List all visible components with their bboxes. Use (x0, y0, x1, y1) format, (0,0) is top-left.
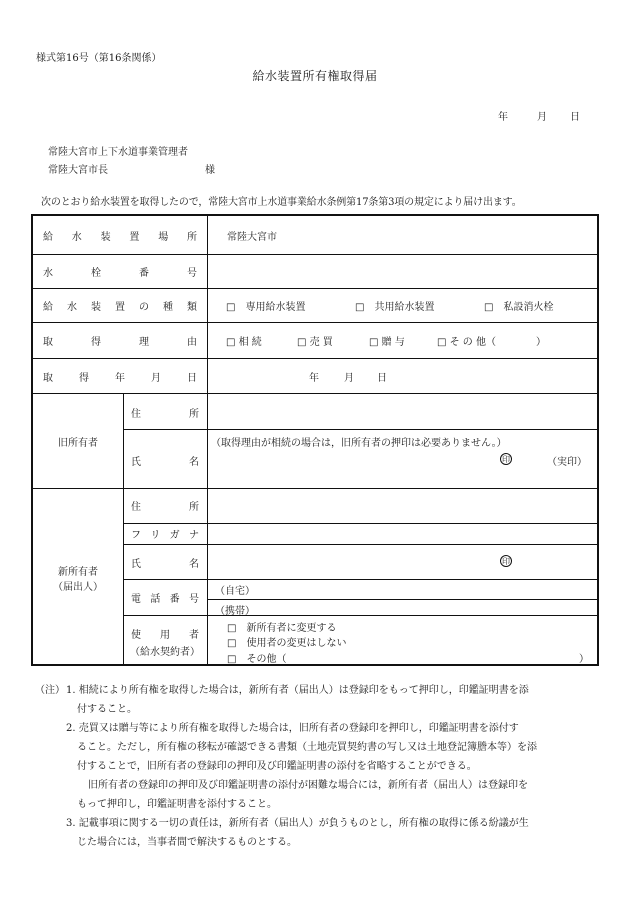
date-month: 月 (537, 112, 547, 123)
label-user: 使 用 者 (131, 629, 199, 641)
label-hydrant-number: 水 栓 番 号 (43, 267, 197, 279)
addressee-line1: 常陸大宮市上下水道事業管理者 (48, 147, 188, 158)
reason-option-sale[interactable]: □ 売 買 (297, 337, 333, 348)
previous-owner-address-field[interactable] (227, 405, 587, 419)
acq-date-year: 年 (309, 373, 319, 384)
seal-icon: 印 (502, 557, 510, 566)
label-previous-owner-address: 住 所 (131, 408, 199, 420)
row-divider (33, 488, 597, 489)
row-divider (123, 523, 597, 524)
label-location: 給 水 装 置 場 所 (43, 231, 197, 243)
label-previous-owner-name: 氏 名 (131, 456, 199, 468)
reason-option-gift[interactable]: □ 贈 与 (369, 337, 405, 348)
note-line: 3. 記載事項に関する一切の責任は，新所有者（届出人）が負うものとし，所有権の取得に係る紛議が生 (66, 818, 529, 829)
location-value[interactable]: 常陸大宮市 (227, 232, 277, 243)
new-owner-furigana-field[interactable] (227, 526, 587, 540)
previous-owner-note: （取得理由が相続の場合は，旧所有者の押印は必要ありません。） (211, 438, 507, 449)
phone-home-label: （自宅） (215, 586, 255, 597)
label-phone-number: 電 話 番 号 (131, 593, 199, 605)
label-device-type: 給 水 装 置 の 種 類 (43, 301, 197, 313)
row-divider (207, 599, 597, 600)
notes-prefix: （注） (35, 685, 65, 696)
form-table (31, 214, 599, 666)
new-owner-section-label-line1: 新所有者 (58, 567, 98, 578)
reason-option-inheritance[interactable]: □ 相 続 (226, 337, 262, 348)
row-divider (33, 393, 597, 394)
addressee-honorific: 様 (205, 165, 215, 176)
hydrant-number-field[interactable] (227, 264, 587, 278)
phone-mobile-label: （携帯） (215, 606, 255, 617)
column-divider (207, 393, 208, 664)
reason-option-other[interactable]: □ そ の 他（ ） (437, 337, 546, 348)
note-line: ること。ただし，所有権の移転が確認できる書類（土地売買契約書の写し又は土地登記簿謄本等）を添 (77, 742, 537, 753)
type-option-dedicated[interactable]: □ 専用給水装置 (226, 302, 306, 313)
new-owner-name-field[interactable] (227, 555, 487, 569)
acq-date-day: 日 (377, 373, 387, 384)
note-line: もって押印し，印鑑証明書を添付すること。 (77, 799, 277, 810)
seal-icon: 印 (502, 455, 510, 464)
row-divider (123, 615, 597, 616)
user-option-change[interactable]: □ 新所有者に変更する (227, 623, 337, 634)
label-new-owner-address: 住 所 (131, 501, 199, 513)
row-divider (123, 429, 597, 430)
user-option-other[interactable]: □ その他（ (227, 654, 287, 665)
row-divider (123, 579, 597, 580)
date-day: 日 (570, 112, 580, 123)
note-line: じた場合には，当事者間で解決するものとする。 (77, 837, 297, 848)
label-new-owner-name: 氏 名 (131, 558, 199, 570)
user-option-no-change[interactable]: □ 使用者の変更はしない (227, 638, 347, 649)
new-owner-address-field[interactable] (227, 498, 587, 512)
previous-owner-seal-note: （実印） (547, 457, 587, 468)
row-divider (33, 254, 597, 255)
label-acquisition-reason: 取 得 理 由 (43, 336, 197, 348)
type-option-private-hydrant[interactable]: □ 私設消火栓 (484, 302, 554, 313)
date-year: 年 (498, 112, 508, 123)
column-divider (123, 393, 124, 664)
note-line: 旧所有者の登録印の押印及び印鑑証明書の添付が困難な場合には，新所有者（届出人）は登録印を (88, 780, 528, 791)
label-new-owner-furigana: フ リ ガ ナ (131, 529, 199, 541)
label-acquisition-date: 取 得 年 月 日 (43, 372, 197, 384)
row-divider (123, 544, 597, 545)
note-line: 付すること。 (77, 704, 137, 715)
acq-date-month: 月 (344, 373, 354, 384)
type-option-shared[interactable]: □ 共用給水装置 (355, 302, 435, 313)
column-divider (207, 216, 208, 393)
label-user-contract: （給水契約者） (130, 647, 200, 658)
row-divider (33, 288, 597, 289)
note-line: 1. 相続により所有権を取得した場合は，新所有者（届出人）は登録印をもって押印し，印鑑証明書を添 (66, 685, 529, 696)
row-divider (33, 358, 597, 359)
new-owner-section-label-line2: （届出人） (53, 582, 103, 593)
previous-owner-section-label: 旧所有者 (58, 438, 98, 449)
note-line: 付することで，旧所有者の登録印の押印及び印鑑証明書の添付を省略することができる。 (77, 761, 477, 772)
form-number: 様式第16号（第16条関係） (36, 53, 162, 64)
row-divider (33, 322, 597, 323)
form-title: 給水装置所有権取得届 (252, 69, 378, 83)
note-line: 2. 売買又は贈与等により所有権を取得した場合は，旧所有者の登録印を押印し，印鑑証明書を添付す (66, 723, 519, 734)
user-option-other-close: ） (579, 654, 589, 665)
addressee-line2: 常陸大宮市長 (48, 165, 108, 176)
intro-text: 次のとおり給水装置を取得したので，常陸大宮市上水道事業給水条例第17条第3項の規定により届け出ます。 (41, 197, 522, 208)
